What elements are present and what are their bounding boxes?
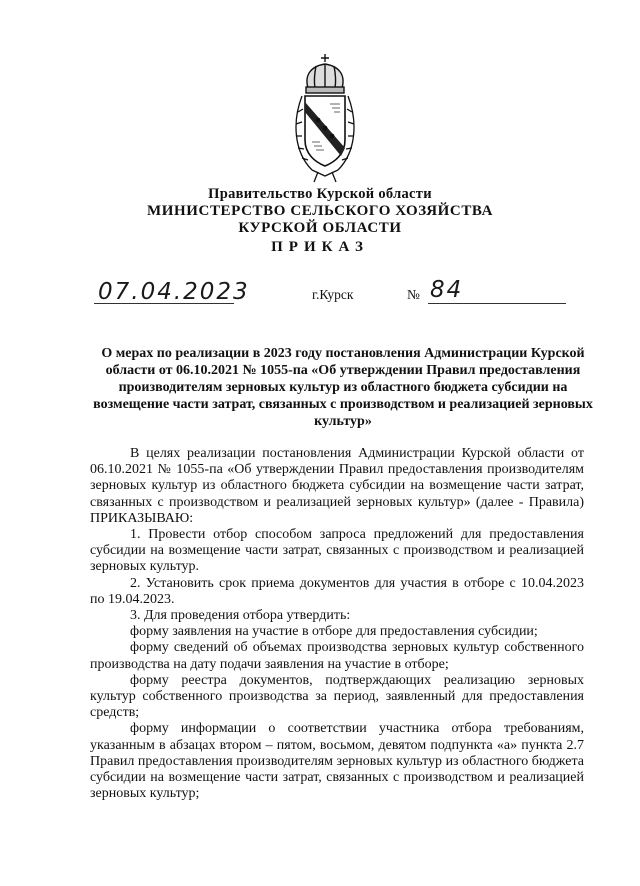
order-date: 07.04.2023 [98, 279, 250, 305]
form-item-compliance-info: форму информации о соответствии участника отбора требованиям, указанным в абзацах втором – пятом, восьмом, девятом подпункта «а» пункта 2.7 Правил предоставления производителям зерновых культур из областного бюджета субсидии на возмещение части затрат, связанных с производством и реализацией зерновых культур; [90, 721, 584, 802]
clause-3: 3. Для проведения отбора утвердить: [130, 608, 351, 624]
coat-of-arms-emblem [290, 52, 360, 184]
preamble-paragraph: В целях реализации постановления Администрации Курской области от 06.10.2021 № 1055-па «Об утверждении Правил предоставления производителям зерновых культур из областного бюджета субсидии на возмещение части затрат, связанных с производством и реализацией зерновых культур» (далее - Правила) ПРИКАЗЫВАЮ: [90, 446, 584, 526]
document-type: ПРИКАЗ [271, 239, 369, 255]
city-label: г.Курск [312, 287, 354, 302]
form-item-application: форму заявления на участие в отборе для предоставления субсидии; [130, 624, 538, 640]
clause-1: 1. Провести отбор способом запроса предложений для предоставления субсидии на возмещение части затрат, связанных с производством и реализацией зерновых культур. [90, 527, 584, 575]
number-label: № [407, 287, 420, 302]
order-body [90, 446, 584, 802]
form-item-register: форму реестра документов, подтверждающих реализацию зерновых культур собственного производства за период, заявленный для предоставления средств; [90, 672, 584, 721]
ministry-region: КУРСКОЙ ОБЛАСТИ [238, 220, 402, 236]
order-number: 84 [430, 277, 464, 303]
government-name: Правительство Курской области [208, 186, 432, 202]
ministry-name: МИНИСТЕРСТВО СЕЛЬСКОГО ХОЗЯЙСТВА [146, 203, 494, 219]
order-title: О мерах по реализации в 2023 году постановления Администрации Курской области от 06.10.2021 № 1055-па «Об утверждении Правил предоставления производителям зерновых культур из областного бюджета субсидии на возмещение части затрат, связанных с производством и реализацией зерновых культур» [93, 346, 593, 429]
date-underline [94, 303, 234, 304]
number-underline [428, 303, 566, 304]
form-item-production-info: форму сведений об объемах производства зерновых культур собственного производства на дату подачи заявления на участие в отборе; [90, 640, 584, 672]
clause-2: 2. Установить срок приема документов для участия в отборе с 10.04.2023 по 19.04.2023. [90, 575, 584, 607]
